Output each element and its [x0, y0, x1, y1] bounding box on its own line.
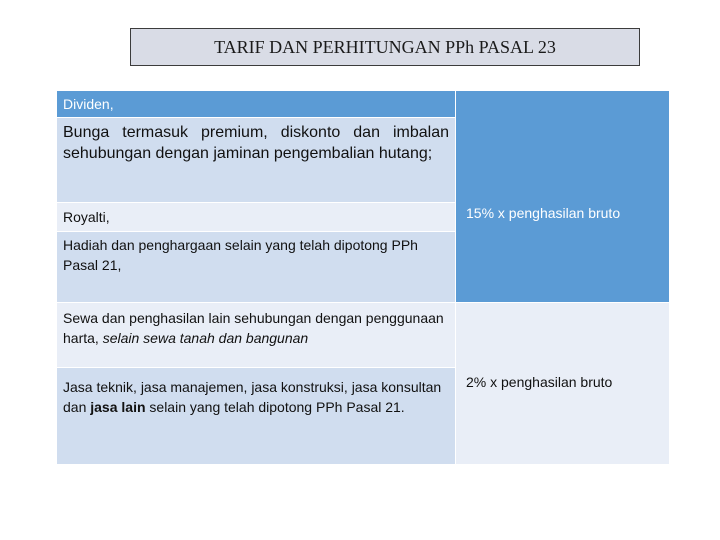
- row-jasa: [57, 368, 455, 464]
- row-bunga: Bunga termasuk premium, diskonto dan imbalan sehubungan dengan jaminan pengembalian hutang;: [57, 118, 455, 202]
- row-sewa-italic: selain sewa tanah dan bangunan: [102, 330, 309, 346]
- row-jasa-text-end: selain yang telah dipotong PPh Pasal 21.: [145, 399, 405, 415]
- rate-15-label: 15% x penghasilan bruto: [466, 205, 621, 221]
- row-hadiah: Hadiah dan penghargaan selain yang telah dipotong PPh Pasal 21,: [57, 232, 455, 302]
- row-dividen: Dividen,: [57, 91, 455, 117]
- rate-2-label: 2% x penghasilan bruto: [466, 374, 613, 390]
- page-title: TARIF DAN PERHITUNGAN PPh PASAL 23: [130, 28, 640, 66]
- rate-15-cell: [456, 91, 669, 302]
- row-sewa: [57, 303, 455, 367]
- row-jasa-text: Jasa teknik, jasa manajemen, jasa konstruksi, jasa konsultan dan: [63, 379, 442, 415]
- row-sewa-text: Sewa dan penghasilan lain sehubungan dengan penggunaan harta,: [63, 310, 444, 346]
- rate-2-cell: [456, 303, 669, 464]
- row-jasa-bold: jasa lain: [90, 399, 146, 415]
- row-royalti: Royalti,: [57, 203, 455, 231]
